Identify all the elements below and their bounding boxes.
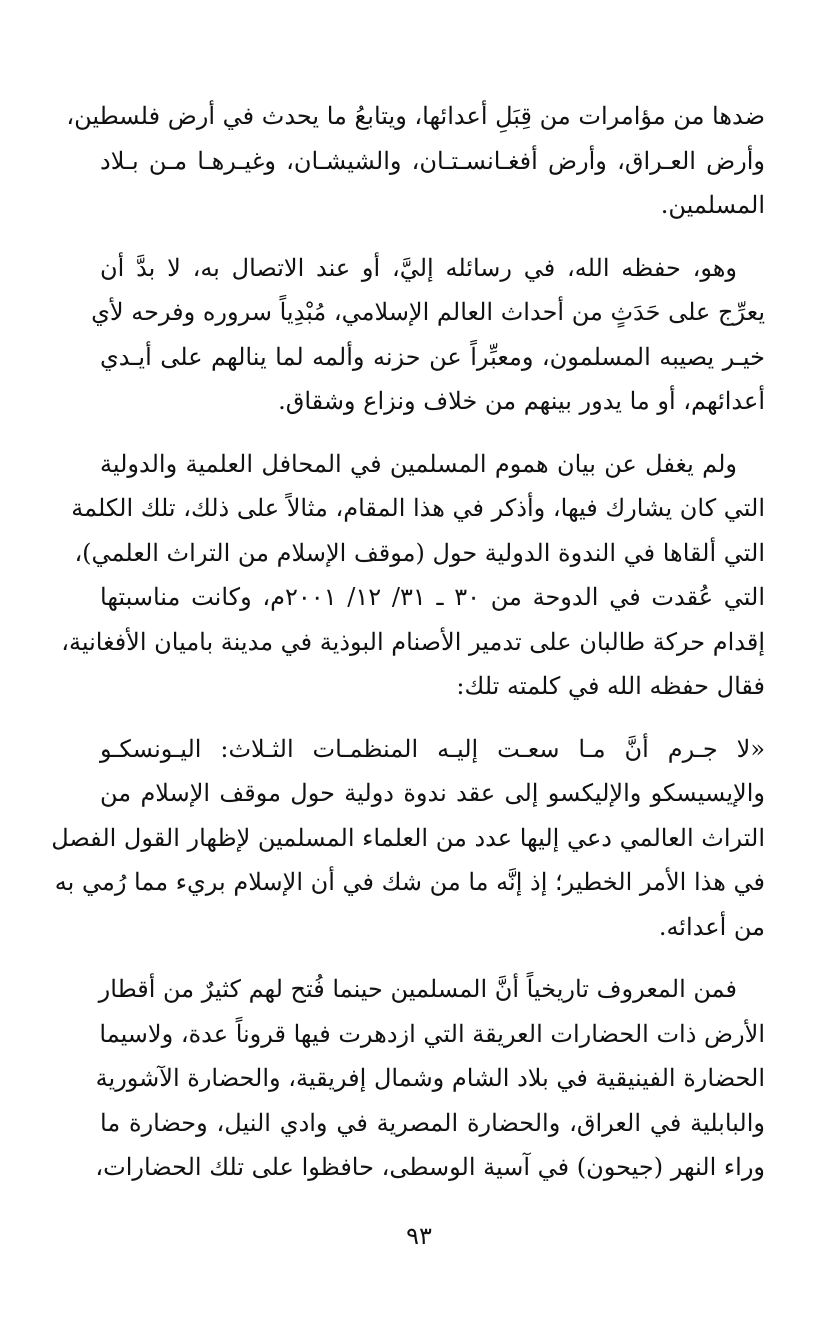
text-line: فمن المعروف تاريخياً أنَّ المسلمين حينما فُتح لهم كثيرٌ من أقطار bbox=[98, 975, 737, 1003]
paragraph-3 bbox=[61, 442, 765, 709]
text-line: ضدها من مؤامرات من قِبَلِ أعدائها، ويتابعُ ما يحدث في أرض فلسطين، bbox=[66, 102, 765, 130]
text-line: في هذا الأمر الخطير؛ إذ إنَّه ما من شك في أن الإسلام بريء مما رُمي به bbox=[54, 868, 765, 896]
page-number: ٩٣ bbox=[406, 1222, 432, 1250]
text-line: «لا جـرم أنَّ مـا سعـت إليـه المنظمـات الثـلاث: اليـونسكـو bbox=[100, 734, 765, 763]
text-line: التي كان يشارك فيها، وأذكر في هذا المقام، مثالاً على ذلك، تلك الكلمة bbox=[71, 494, 765, 522]
text-line: التي ألقاها في الندوة الدولية حول (موقف الإسلام من التراث العلمي)، bbox=[74, 538, 765, 567]
paragraph-1 bbox=[66, 94, 765, 228]
text-line: المسلمين. bbox=[660, 191, 765, 219]
page-body bbox=[51, 94, 765, 1208]
text-line: فقال حفظه الله في كلمته تلك: bbox=[456, 672, 765, 700]
text-line: وأرض العـراق، وأرض أفغـانسـتـان، والشيشـان، وغيـرهـا مـن بـلاد bbox=[100, 146, 765, 175]
text-line: التي عُقدت في الدوحة من ٣٠ ـ ٣١/ ١٢/ ٢٠٠١م، وكانت مناسبتها bbox=[100, 583, 765, 611]
text-line: وراء النهر (جيحون) في آسية الوسطى، حافظوا على تلك الحضارات، bbox=[95, 1153, 765, 1181]
text-line: إقدام حركة طالبان على تدمير الأصنام البوذية في مدينة باميان الأفغانية، bbox=[61, 627, 765, 656]
text-line: يعرِّج على حَدَثٍ من أحداث العالم الإسلامي، مُبْدِياً سروره وفرحه لأي bbox=[91, 298, 765, 326]
text-line: ولم يغفل عن بيان هموم المسلمين في المحافل العلمية والدولية bbox=[100, 449, 737, 478]
paragraph-5 bbox=[95, 967, 765, 1190]
text-line: والإيسيسكو والإليكسو إلى عقد ندوة دولية حول موقف الإسلام من bbox=[100, 779, 765, 807]
text-line: والبابلية في العراق، والحضارة المصرية في وادي النيل، وحضارة ما bbox=[100, 1108, 765, 1137]
text-line: الأرض ذات الحضارات العريقة التي ازدهرت فيها قروناً عدة، ولاسيما bbox=[99, 1019, 765, 1048]
text-line: أعدائهم، أو ما يدور بينهم من خلاف ونزاع وشقاق. bbox=[278, 387, 765, 415]
paragraph-2 bbox=[91, 246, 765, 424]
text-line: الحضارة الفينيقية في بلاد الشام وشمال إفريقية، والحضارة الآشورية bbox=[95, 1064, 765, 1092]
text-line: من أعدائه. bbox=[658, 912, 765, 941]
paragraph-quote bbox=[51, 727, 765, 950]
text-line: خيـر يصيبه المسلمون، ومعبِّراً عن حزنه وألمه لما ينالهم على أيـدي bbox=[100, 342, 765, 371]
text-line: التراث العالمي دعي إليها عدد من العلماء المسلمين لإظهار القول الفصل bbox=[51, 823, 765, 852]
text-line: وهو، حفظه الله، في رسائله إليَّ، أو عند الاتصال به، لا بدَّ أن bbox=[100, 253, 737, 282]
